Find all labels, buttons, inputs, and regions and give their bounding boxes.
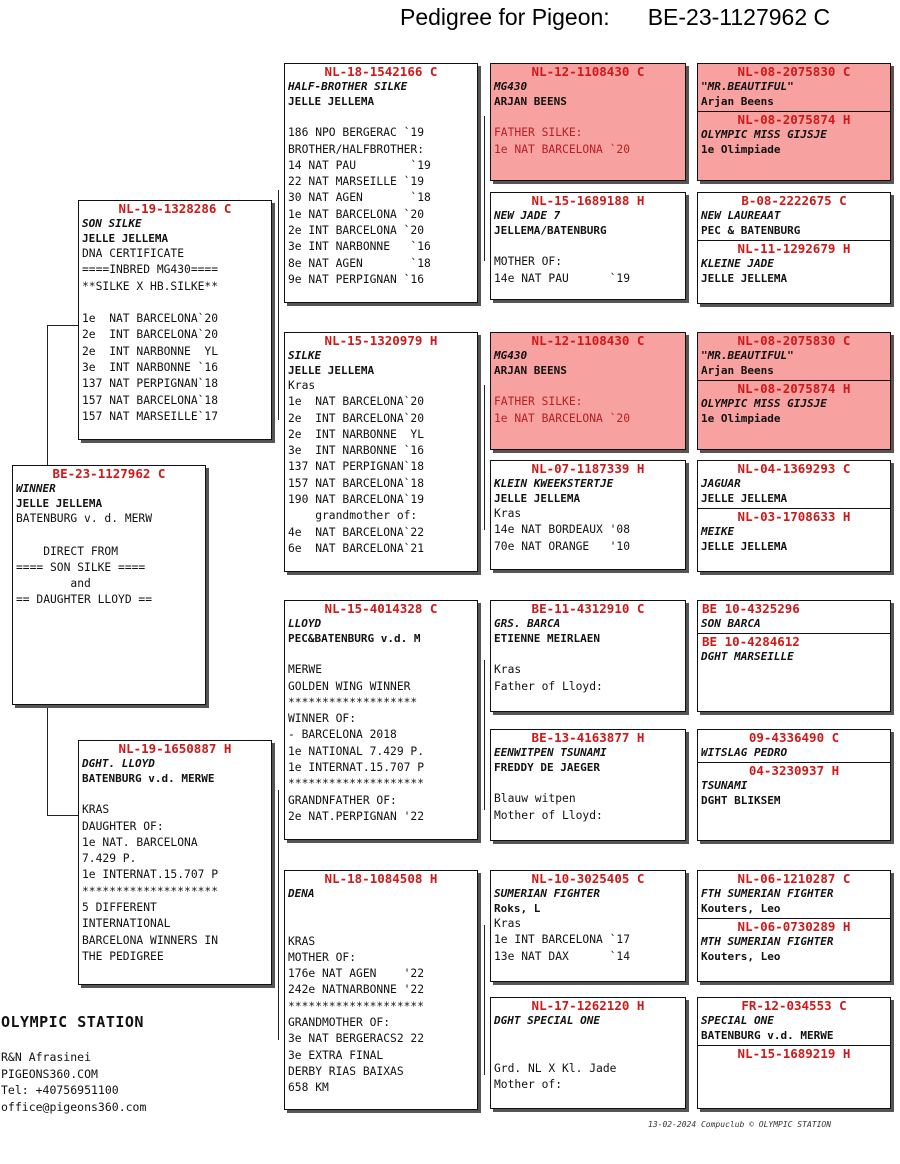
ring-number: NL-15-1689219 H <box>737 1046 851 1061</box>
owner-name: JELLE JELLEMA <box>701 492 788 505</box>
ring-number: NL-11-1292679 H <box>737 241 851 256</box>
ancestor-pair-card[interactable] <box>697 460 891 572</box>
owner-name: BATENBURG v.d. MERWE <box>701 1029 834 1042</box>
ring-number: NL-18-1542166 C <box>324 64 438 79</box>
card-notes: 186 NPO BERGERAC `19 BROTHER/HALFBROTHER: 14 NAT PAU `19 22 NAT MARSEILLE `19 30 NAT AGEN `18 1e NAT BARCELONA `20 2e INT BARCELONA `20 3e INT NARBONNE `16 8e NAT AGEN `18 9e NAT PERPIGNAN `16 <box>288 126 431 286</box>
pigeon-name: NEW JADE 7 <box>494 209 561 222</box>
card-notes: KRAS DAUGHTER OF: 1e NAT. BARCELONA 7.429 P. 1e INTERNAT.15.707 P ******************** 5 DIFFERENT INTERNATIONAL BARCELONA WINNERS IN THE PEDIGREE <box>82 803 219 963</box>
owner-name: PEC&BATENBURG v.d. M <box>288 632 421 645</box>
card-notes: FATHER SILKE: 1e NAT BARCELONA `20 <box>494 126 631 156</box>
title-ring: BE-23-1127962 C <box>647 4 831 30</box>
card-notes: MERWE GOLDEN WING WINNER ******************* WINNER OF: - BARCELONA 2018 1e NATIONAL 7.429 P. 1e INTERNAT.15.707 P ******************** GRANDNFATHER OF: 2e NAT.PERPIGNAN '22 <box>288 663 425 823</box>
owner-name: Roks, L <box>494 902 541 915</box>
card-notes: FATHER SILKE: 1e NAT BARCELONA `20 <box>494 395 631 425</box>
ring-number: NL-03-1708633 H <box>737 509 851 524</box>
card-notes: Kras 1e NAT BARCELONA`20 2e INT BARCELONA`20 2e INT NARBONNE YL 3e INT NARBONNE `16 137 NAT PERPIGNAN`18 157 NAT BARCELONA`18 190 NAT BARCELONA`19 grandmother of: 4e NAT BARCELONA`22 6e NAT BARCELONA`21 <box>288 379 425 555</box>
owner-name: Arjan Beens <box>701 95 774 108</box>
ring-number: NL-12-1108430 C <box>531 64 645 79</box>
card-notes: Grd. NL X Kl. Jade Mother of: <box>494 1061 617 1091</box>
pigeon-name: SILKE <box>288 349 322 362</box>
great-grandparent-card[interactable] <box>490 192 686 300</box>
connector <box>47 325 48 465</box>
great-grandparent-card[interactable] <box>490 332 686 450</box>
card-notes: Kras Father of Lloyd: <box>494 663 603 693</box>
grandparent-card[interactable] <box>284 332 478 572</box>
pigeon-name: FTH SUMERIAN FIGHTER <box>701 887 834 900</box>
owner-name: Kouters, Leo <box>701 902 781 915</box>
ring-number: FR-12-034553 C <box>741 998 847 1013</box>
pigeon-name: DGHT SPECIAL ONE <box>494 1014 600 1027</box>
pigeon-name: LLOYD <box>288 617 322 630</box>
pigeon-name: TSUNAMI <box>701 779 748 792</box>
ancestor-pair-card[interactable] <box>697 192 891 304</box>
grandparent-card[interactable] <box>284 870 478 1110</box>
ancestor-pair-card[interactable] <box>697 332 891 450</box>
owner-name: BATENBURG v.d. MERWE <box>82 772 215 785</box>
page-title <box>400 4 895 31</box>
ring-number: BE 10-4325296 <box>702 601 800 616</box>
grandparent-card[interactable] <box>284 63 478 303</box>
owner-name: Kouters, Leo <box>701 950 781 963</box>
ring-number: NL-19-1650887 H <box>118 741 232 756</box>
ring-number: NL-15-1689188 H <box>531 193 645 208</box>
great-grandparent-card[interactable] <box>490 600 686 712</box>
card-notes: Kras 1e INT BARCELONA `17 13e NAT DAX `14 <box>494 917 631 963</box>
ring-number: NL-08-2075874 H <box>737 381 851 396</box>
owner-name: JELLE JELLEMA <box>494 492 581 505</box>
owner-name: JELLE JELLEMA <box>288 95 375 108</box>
connector <box>47 815 78 816</box>
ring-number: NL-06-1210287 C <box>737 871 851 886</box>
ring-number: B-08-2222675 C <box>741 193 847 208</box>
pigeon-name: WITSLAG PEDRO <box>701 746 788 759</box>
print-stamp: 13-02-2024 Compuclub © OLYMPIC STATION <box>648 1120 832 1129</box>
owner-name: DGHT BLIKSEM <box>701 794 781 807</box>
pigeon-name: JAGUAR <box>701 477 741 490</box>
pigeon-name: MG430 <box>494 349 528 362</box>
subject-card[interactable] <box>12 465 206 705</box>
card-notes: Blauw witpen Mother of Lloyd: <box>494 792 603 822</box>
ring-number: NL-04-1369293 C <box>737 461 851 476</box>
card-notes: KRAS MOTHER OF: 176e NAT AGEN '22 242e NATNARBONNE '22 ******************** GRANDMOTHER OF: 3e NAT BERGERACS2 22 3e EXTRA FINAL DERBY RIAS BAIXAS 658 KM <box>288 934 425 1095</box>
owner-name: 1e Olimpiade <box>701 143 781 156</box>
owner-name: JELLE JELLEMA <box>701 540 788 553</box>
ring-number: NL-08-2075830 C <box>737 333 851 348</box>
pigeon-name: EENWITPEN TSUNAMI <box>494 746 607 759</box>
ring-number: 04-3230937 H <box>748 763 840 778</box>
ring-number: NL-10-3025405 C <box>531 871 645 886</box>
pigeon-name: OLYMPIC MISS GIJSJE <box>701 128 827 141</box>
ring-number: BE-23-1127962 C <box>52 466 166 481</box>
pigeon-name: "MR.BEAUTIFUL" <box>701 80 794 93</box>
connector <box>278 790 279 1040</box>
great-grandparent-card[interactable] <box>490 460 686 570</box>
ring-number: NL-15-4014328 C <box>324 601 438 616</box>
owner-name: Arjan Beens <box>701 364 774 377</box>
pigeon-name: KLEIN KWEEKSTERTJE <box>494 477 614 490</box>
ring-number: NL-06-0730289 H <box>737 919 851 934</box>
ancestor-pair-card[interactable] <box>697 63 891 181</box>
owner-name: ARJAN BEENS <box>494 95 567 108</box>
ring-number: NL-15-1320979 H <box>324 333 438 348</box>
pigeon-name: NEW LAUREAAT <box>701 209 781 222</box>
pigeon-name: KLEINE JADE <box>701 257 774 270</box>
owner-name: JELLE JELLEMA <box>701 272 788 285</box>
owner-name: ARJAN BEENS <box>494 364 567 377</box>
ring-number: BE 10-4284612 <box>702 634 800 649</box>
contact-info: R&N Afrasinei PIGEONS360.COM Tel: +40756951100 office@pigeons360.com <box>1 1050 147 1114</box>
great-grandparent-card[interactable] <box>490 997 686 1109</box>
great-grandparent-card[interactable] <box>490 729 686 841</box>
great-grandparent-card[interactable] <box>490 63 686 181</box>
connector <box>484 116 485 261</box>
connector <box>278 190 279 420</box>
connector <box>484 925 485 1075</box>
pigeon-name: SON BARCA <box>701 617 761 630</box>
ring-number: NL-19-1328286 C <box>118 201 232 216</box>
connector <box>484 385 485 530</box>
owner-name: ETIENNE MEIRLAEN <box>494 632 600 645</box>
ring-number: BE-13-4163877 H <box>531 730 645 745</box>
owner-name: JELLE JELLEMA <box>288 364 375 377</box>
ring-number: BE-11-4312910 C <box>531 601 645 616</box>
ancestor-pair-card[interactable] <box>697 729 891 841</box>
owner-name: JELLE JELLEMA <box>16 497 103 510</box>
pigeon-name: MTH SUMERIAN FIGHTER <box>701 935 834 948</box>
pigeon-name: WINNER <box>16 482 56 495</box>
ring-number: NL-08-2075874 H <box>737 112 851 127</box>
title-label: Pedigree for Pigeon: <box>400 4 610 30</box>
pigeon-name: SUMERIAN FIGHTER <box>494 887 600 900</box>
owner-name: FREDDY DE JAEGER <box>494 761 600 774</box>
pigeon-name: OLYMPIC MISS GIJSJE <box>701 397 827 410</box>
ring-number: NL-12-1108430 C <box>531 333 645 348</box>
connector <box>484 660 485 810</box>
connector <box>47 705 48 815</box>
pigeon-name: DGHT MARSEILLE <box>701 650 794 663</box>
ancestor-pair-card[interactable] <box>697 600 891 712</box>
owner-name: PEC & BATENBURG <box>701 224 801 237</box>
dam-card[interactable] <box>78 740 272 985</box>
ancestor-pair-card[interactable] <box>697 870 891 982</box>
pigeon-name: MG430 <box>494 80 528 93</box>
pigeon-name: "MR.BEAUTIFUL" <box>701 349 794 362</box>
card-notes: MOTHER OF: 14e NAT PAU `19 <box>494 255 631 285</box>
pigeon-name: HALF-BROTHER SILKE <box>288 80 408 93</box>
pigeon-name: SON SILKE <box>82 217 142 230</box>
great-grandparent-card[interactable] <box>490 870 686 982</box>
ring-number: NL-08-2075830 C <box>737 64 851 79</box>
card-notes: Kras 14e NAT BORDEAUX '08 70e NAT ORANGE '10 <box>494 507 631 553</box>
pigeon-name: MEIKE <box>701 525 735 538</box>
ring-number: NL-07-1187339 H <box>531 461 645 476</box>
brand-name: OLYMPIC STATION <box>1 1013 144 1031</box>
owner-name: JELLE JELLEMA <box>82 232 169 245</box>
card-notes: BATENBURG v. d. MERW DIRECT FROM ==== SON SILKE ==== and == DAUGHTER LLOYD == <box>16 512 153 607</box>
pigeon-name: GRS. BARCA <box>494 617 561 630</box>
ring-number: NL-17-1262120 H <box>531 998 645 1013</box>
pigeon-name: DGHT. LLOYD <box>82 757 155 770</box>
pigeon-name: SPECIAL ONE <box>701 1014 774 1027</box>
sire-card[interactable] <box>78 200 272 440</box>
card-notes: DNA CERTIFICATE ====INBRED MG430==== **SILKE X HB.SILKE** 1e NAT BARCELONA`20 2e INT BARCELONA`20 2e INT NARBONNE YL 3e INT NARBONNE `16 137 NAT PERPIGNAN`18 157 NAT BARCELONA`18 157 NAT MARSEILLE`17 <box>82 247 219 423</box>
connector <box>47 325 78 326</box>
owner-name: 1e Olimpiade <box>701 412 781 425</box>
ring-number: 09-4336490 C <box>748 730 840 745</box>
ring-number: NL-18-1084508 H <box>324 871 438 886</box>
grandparent-card[interactable] <box>284 600 478 840</box>
pigeon-name: DENA <box>288 887 315 900</box>
ancestor-pair-card[interactable] <box>697 997 891 1109</box>
owner-name: JELLEMA/BATENBURG <box>494 224 607 237</box>
